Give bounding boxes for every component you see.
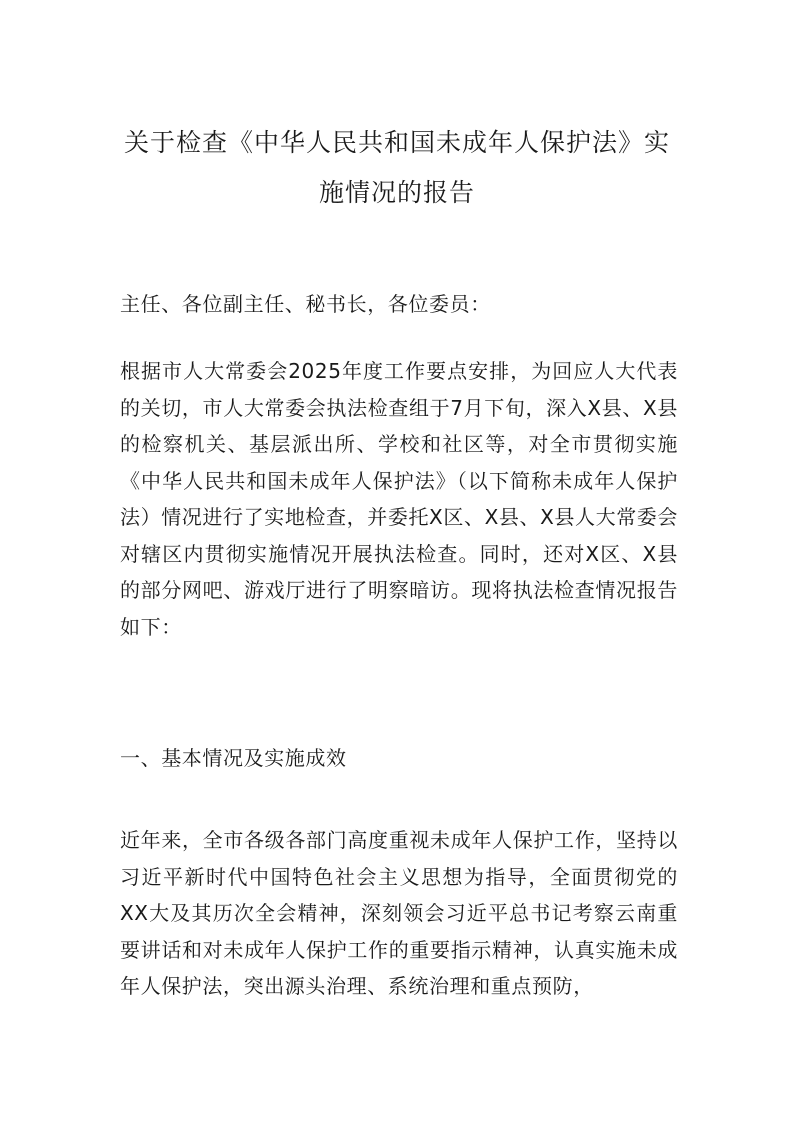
- section-heading: 一、基本情况及实施成效: [120, 746, 347, 770]
- paragraph-overview: 近年来，全市各级各部门高度重视未成年人保护工作，坚持以习近平新时代中国特色社会主义思想为指导，全面贯彻党的XX大及其历次全会精神，深刻领会习近平总书记考察云南重要讲话和对未成年人保护工作的重要指示精神，认真实施未成年人保护法，突出源头治理、系统治理和重点预防，: [120, 828, 678, 998]
- paragraph-intro: 根据市人大常委会2025年度工作要点安排，为回应人大代表的关切，市人大常委会执法检查组于7月下旬，深入X县、X县的检察机关、基层派出所、学校和社区等，对全市贯彻实施《中华人民共和国未成年人保护法》（以下简称未成年人保护法）情况进行了实地检查，并委托X区、X县、X县人大常委会对辖区内贯彻实施情况开展执法检查。同时，还对X区、X县的部分网吧、游戏厅进行了明察暗访。现将执法检查情况报告如下：: [120, 359, 678, 639]
- salutation: 主任、各位副主任、秘书长，各位委员：: [120, 292, 491, 316]
- document-title: 关于检查《中华人民共和国未成年人保护法》实施情况的报告: [123, 128, 670, 207]
